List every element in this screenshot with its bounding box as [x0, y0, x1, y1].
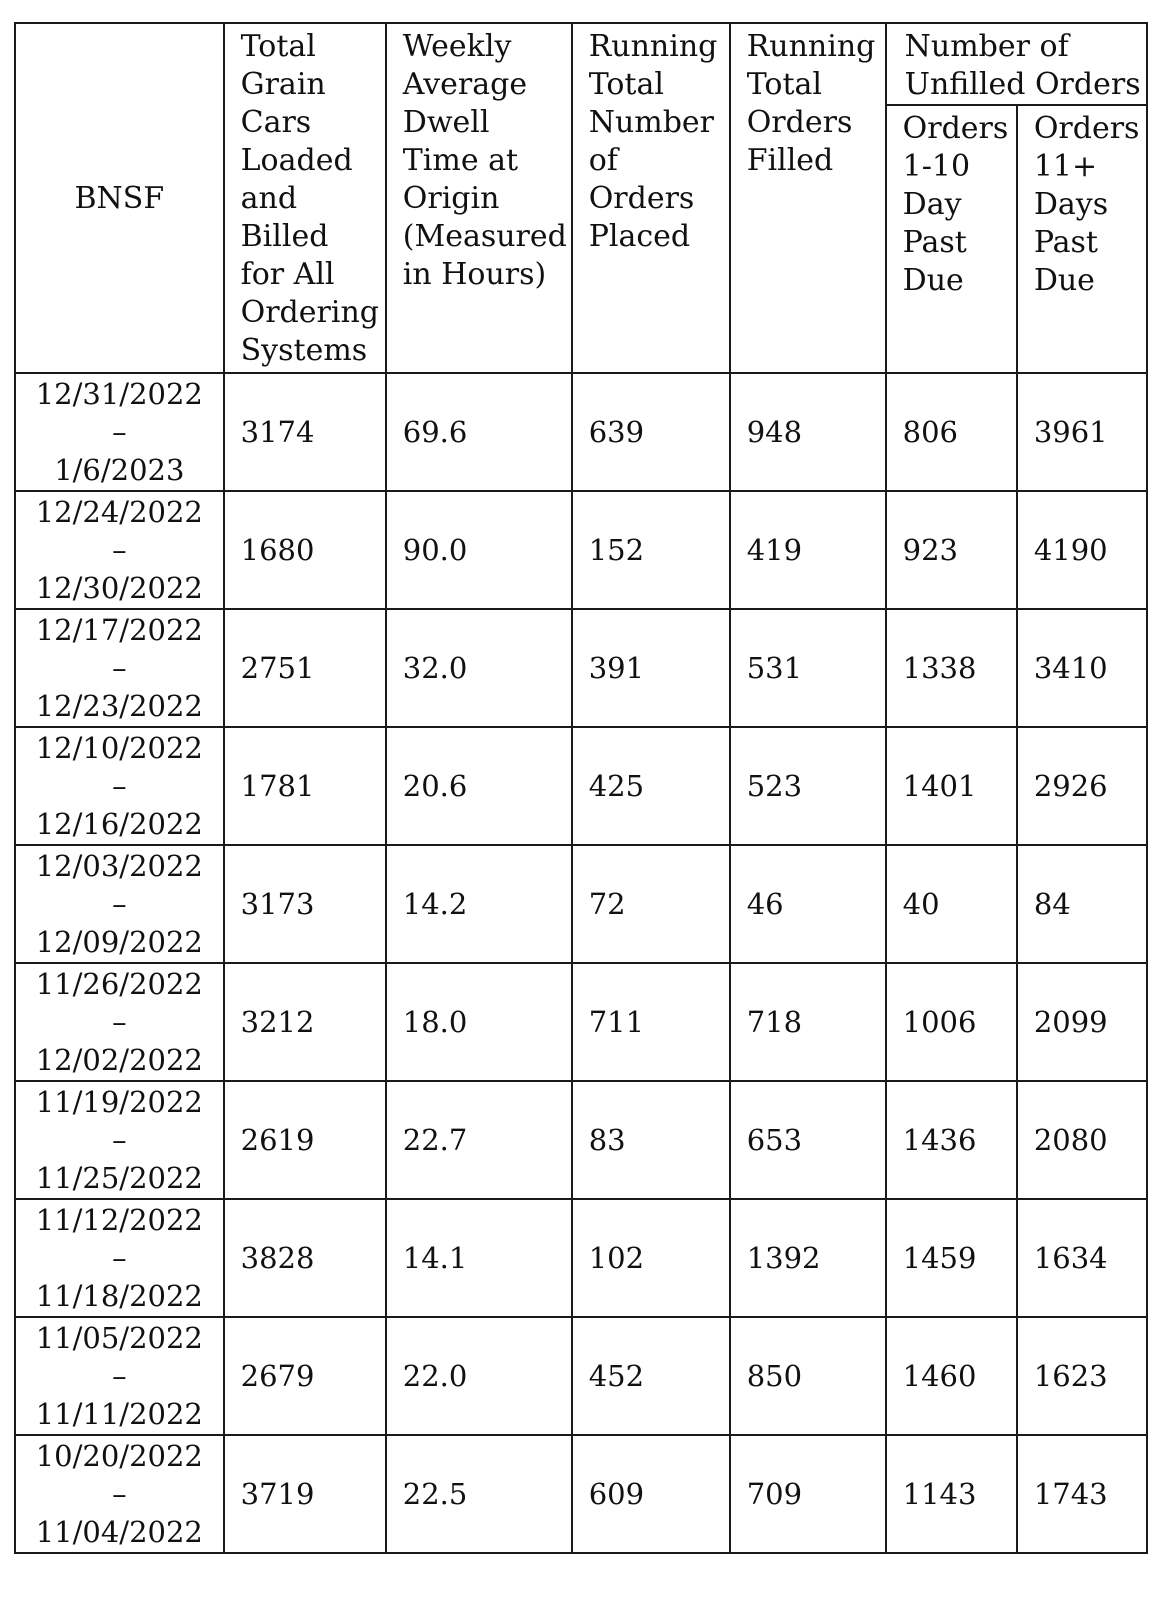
grain-cars-cell: 3173: [224, 845, 386, 963]
header-line: Orders: [588, 181, 695, 216]
week-range-cell: [15, 1435, 224, 1553]
orders-placed-cell: 72: [572, 845, 730, 963]
unfilled-11-plus-cell: 3961: [1017, 373, 1147, 491]
week-end: 12/09/2022: [35, 925, 203, 959]
header-line: Cars: [240, 105, 312, 140]
unfilled-1-10-cell: 1401: [886, 727, 1017, 845]
header-line: Loaded: [240, 143, 353, 178]
orders-filled-cell: 46: [730, 845, 886, 963]
header-line: Due: [1033, 263, 1095, 298]
week-range-cell: [15, 845, 224, 963]
grain-cars-cell: 3212: [224, 963, 386, 1081]
week-start: 11/05/2022: [35, 1321, 203, 1355]
dwell-time-cell: 18.0: [386, 963, 572, 1081]
header-line: Grain: [240, 67, 326, 102]
week-start: 12/03/2022: [35, 849, 203, 883]
week-start: 10/20/2022: [35, 1439, 203, 1473]
header-line: 11+: [1033, 149, 1098, 184]
week-range-cell: [15, 727, 224, 845]
grain-cars-cell: 2679: [224, 1317, 386, 1435]
table-row: [15, 845, 1147, 963]
orders-placed-cell: 711: [572, 963, 730, 1081]
week-dash: –: [112, 1359, 127, 1393]
unfilled-1-10-cell: 40: [886, 845, 1017, 963]
week-dash: –: [112, 1241, 127, 1275]
dwell-time-cell: 22.7: [386, 1081, 572, 1199]
header-orders-11-plus-days: [1017, 105, 1147, 373]
header-orders-placed: [572, 23, 730, 373]
header-line: Dwell: [402, 105, 490, 140]
week-end: 1/6/2023: [54, 453, 185, 487]
unfilled-1-10-cell: 1436: [886, 1081, 1017, 1199]
week-dash: –: [112, 1477, 127, 1511]
header-line: in Hours): [402, 257, 547, 292]
table-header: [15, 23, 1147, 373]
grain-cars-cell: 3828: [224, 1199, 386, 1317]
header-line: Total: [240, 29, 316, 64]
header-line: Running: [746, 29, 876, 64]
header-bnsf: BNSF: [15, 23, 224, 373]
header-line: Due: [902, 263, 964, 298]
header-orders-filled: [730, 23, 886, 373]
orders-filled-cell: 1392: [730, 1199, 886, 1317]
dwell-time-cell: 14.1: [386, 1199, 572, 1317]
table-row: [15, 491, 1147, 609]
orders-placed-cell: 391: [572, 609, 730, 727]
header-line: Systems: [240, 333, 368, 368]
unfilled-11-plus-cell: 1623: [1017, 1317, 1147, 1435]
orders-placed-cell: 609: [572, 1435, 730, 1553]
header-line: Orders: [1033, 111, 1140, 146]
header-line: Time at: [402, 143, 519, 178]
unfilled-1-10-cell: 1006: [886, 963, 1017, 1081]
week-dash: –: [112, 1123, 127, 1157]
table-row: [15, 727, 1147, 845]
grain-cars-cell: 1781: [224, 727, 386, 845]
unfilled-11-plus-cell: 2926: [1017, 727, 1147, 845]
header-line: and: [240, 181, 298, 216]
unfilled-1-10-cell: 923: [886, 491, 1017, 609]
unfilled-1-10-cell: 1143: [886, 1435, 1017, 1553]
week-end: 11/25/2022: [35, 1161, 203, 1195]
header-line: Placed: [588, 219, 691, 254]
orders-placed-cell: 102: [572, 1199, 730, 1317]
header-line: Days: [1033, 187, 1109, 222]
dwell-time-cell: 22.0: [386, 1317, 572, 1435]
header-line: Unfilled Orders: [904, 67, 1141, 102]
dwell-time-cell: 20.6: [386, 727, 572, 845]
header-line: Running: [588, 29, 718, 64]
unfilled-1-10-cell: 1459: [886, 1199, 1017, 1317]
header-total-grain-cars: [224, 23, 386, 373]
header-line: Number: [588, 105, 715, 140]
week-range-cell: [15, 609, 224, 727]
header-line: Total: [588, 67, 664, 102]
unfilled-1-10-cell: 1338: [886, 609, 1017, 727]
grain-cars-cell: 3174: [224, 373, 386, 491]
header-weekly-dwell: [386, 23, 572, 373]
orders-filled-cell: 709: [730, 1435, 886, 1553]
week-dash: –: [112, 651, 127, 685]
week-end: 12/02/2022: [35, 1043, 203, 1077]
week-end: 12/23/2022: [35, 689, 203, 723]
week-start: 12/24/2022: [35, 495, 203, 529]
table-row: [15, 1317, 1147, 1435]
unfilled-11-plus-cell: 4190: [1017, 491, 1147, 609]
table-row: [15, 963, 1147, 1081]
orders-placed-cell: 152: [572, 491, 730, 609]
orders-placed-cell: 83: [572, 1081, 730, 1199]
unfilled-11-plus-cell: 84: [1017, 845, 1147, 963]
unfilled-11-plus-cell: 3410: [1017, 609, 1147, 727]
unfilled-11-plus-cell: 2080: [1017, 1081, 1147, 1199]
header-line: Origin: [402, 181, 500, 216]
dwell-time-cell: 69.6: [386, 373, 572, 491]
dwell-time-cell: 14.2: [386, 845, 572, 963]
grain-cars-cell: 2751: [224, 609, 386, 727]
header-line: Orders: [746, 105, 853, 140]
table-body: [15, 373, 1147, 1553]
unfilled-11-plus-cell: 1634: [1017, 1199, 1147, 1317]
dwell-time-cell: 22.5: [386, 1435, 572, 1553]
week-range-cell: [15, 1317, 224, 1435]
table-row: [15, 373, 1147, 491]
unfilled-1-10-cell: 1460: [886, 1317, 1017, 1435]
week-end: 12/16/2022: [35, 807, 203, 841]
orders-filled-cell: 531: [730, 609, 886, 727]
header-line: Filled: [746, 143, 834, 178]
header-line: of: [588, 143, 618, 178]
week-end: 11/18/2022: [35, 1279, 203, 1313]
header-line: Weekly: [402, 29, 512, 64]
dwell-time-cell: 90.0: [386, 491, 572, 609]
orders-placed-cell: 425: [572, 727, 730, 845]
week-dash: –: [112, 415, 127, 449]
week-range-cell: [15, 963, 224, 1081]
header-line: Total: [746, 67, 822, 102]
header-line: Orders: [902, 111, 1009, 146]
orders-filled-cell: 523: [730, 727, 886, 845]
orders-placed-cell: 452: [572, 1317, 730, 1435]
orders-filled-cell: 419: [730, 491, 886, 609]
week-start: 11/12/2022: [35, 1203, 203, 1237]
grain-cars-cell: 3719: [224, 1435, 386, 1553]
week-range-cell: [15, 491, 224, 609]
dwell-time-cell: 32.0: [386, 609, 572, 727]
unfilled-1-10-cell: 806: [886, 373, 1017, 491]
week-range-cell: [15, 1199, 224, 1317]
week-end: 11/04/2022: [35, 1515, 203, 1549]
header-line: (Measured: [402, 219, 567, 254]
week-start: 11/26/2022: [35, 967, 203, 1001]
header-unfilled-orders: [886, 23, 1147, 105]
unfilled-11-plus-cell: 2099: [1017, 963, 1147, 1081]
header-line: Past: [902, 225, 967, 260]
week-start: 11/19/2022: [35, 1085, 203, 1119]
bnsf-grain-table: [14, 22, 1148, 1554]
week-dash: –: [112, 1005, 127, 1039]
orders-filled-cell: 850: [730, 1317, 886, 1435]
week-dash: –: [112, 769, 127, 803]
header-line: Billed: [240, 219, 329, 254]
orders-filled-cell: 948: [730, 373, 886, 491]
unfilled-11-plus-cell: 1743: [1017, 1435, 1147, 1553]
header-line: Past: [1033, 225, 1098, 260]
week-range-cell: [15, 373, 224, 491]
grain-cars-cell: 1680: [224, 491, 386, 609]
header-line: Ordering: [240, 295, 379, 330]
grain-cars-cell: 2619: [224, 1081, 386, 1199]
table-row: [15, 1435, 1147, 1553]
orders-placed-cell: 639: [572, 373, 730, 491]
week-start: 12/31/2022: [35, 377, 203, 411]
table-row: [15, 1199, 1147, 1317]
week-end: 11/11/2022: [35, 1397, 203, 1431]
orders-filled-cell: 718: [730, 963, 886, 1081]
header-line: for All: [240, 257, 335, 292]
week-range-cell: [15, 1081, 224, 1199]
header-line: Day: [902, 187, 962, 222]
header-line: Average: [402, 67, 528, 102]
week-dash: –: [112, 533, 127, 567]
header-line: Number of: [904, 29, 1069, 64]
table-row: [15, 1081, 1147, 1199]
week-end: 12/30/2022: [35, 571, 203, 605]
header-line: 1-10: [902, 149, 971, 184]
week-start: 12/17/2022: [35, 613, 203, 647]
week-start: 12/10/2022: [35, 731, 203, 765]
orders-filled-cell: 653: [730, 1081, 886, 1199]
header-orders-1-10-days: [886, 105, 1017, 373]
week-dash: –: [112, 887, 127, 921]
table-row: [15, 609, 1147, 727]
